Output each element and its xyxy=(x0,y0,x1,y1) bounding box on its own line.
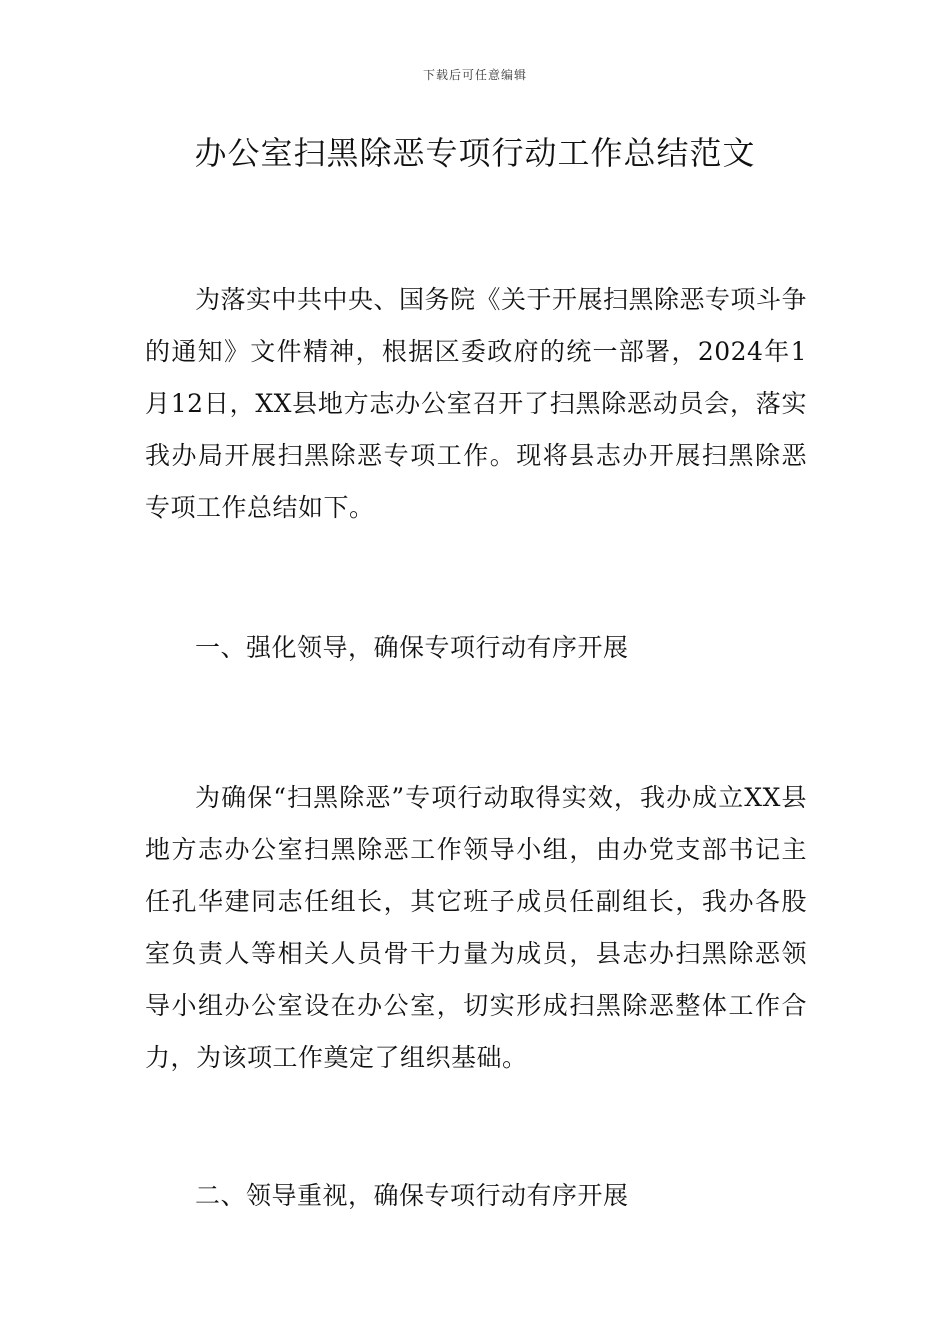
section-1-heading: 一、强化领导，确保专项行动有序开展 xyxy=(195,633,629,662)
section-2-heading: 二、领导重视，确保专项行动有序开展 xyxy=(195,1181,629,1210)
document-title: 办公室扫黑除恶专项行动工作总结范文 xyxy=(194,134,756,172)
intro-paragraph: 为落实中共中央、国务院《关于开展扫黑除恶专项斗争的通知》文件精神，根据区委政府的统一部署，2024年1月12日，XX县地方志办公室召开了扫黑除恶动员会，落实我办局开展扫黑除恶专项工作。现将县志办开展扫黑除恶专项工作总结如下。 xyxy=(145,285,808,522)
section-1-paragraph: 为确保“扫黑除恶”专项行动取得实效，我办成立XX县地方志办公室扫黑除恶工作领导小组，由办党支部书记主任孔华建同志任组长，其它班子成员任副组长，我办各股室负责人等相关人员骨干力量为成员，县志办扫黑除恶领导小组办公室设在办公室，切实形成扫黑除恶整体工作合力，为该项工作奠定了组织基础。 xyxy=(145,783,807,1072)
page-header-note: 下载后可任意编辑 xyxy=(422,68,527,82)
